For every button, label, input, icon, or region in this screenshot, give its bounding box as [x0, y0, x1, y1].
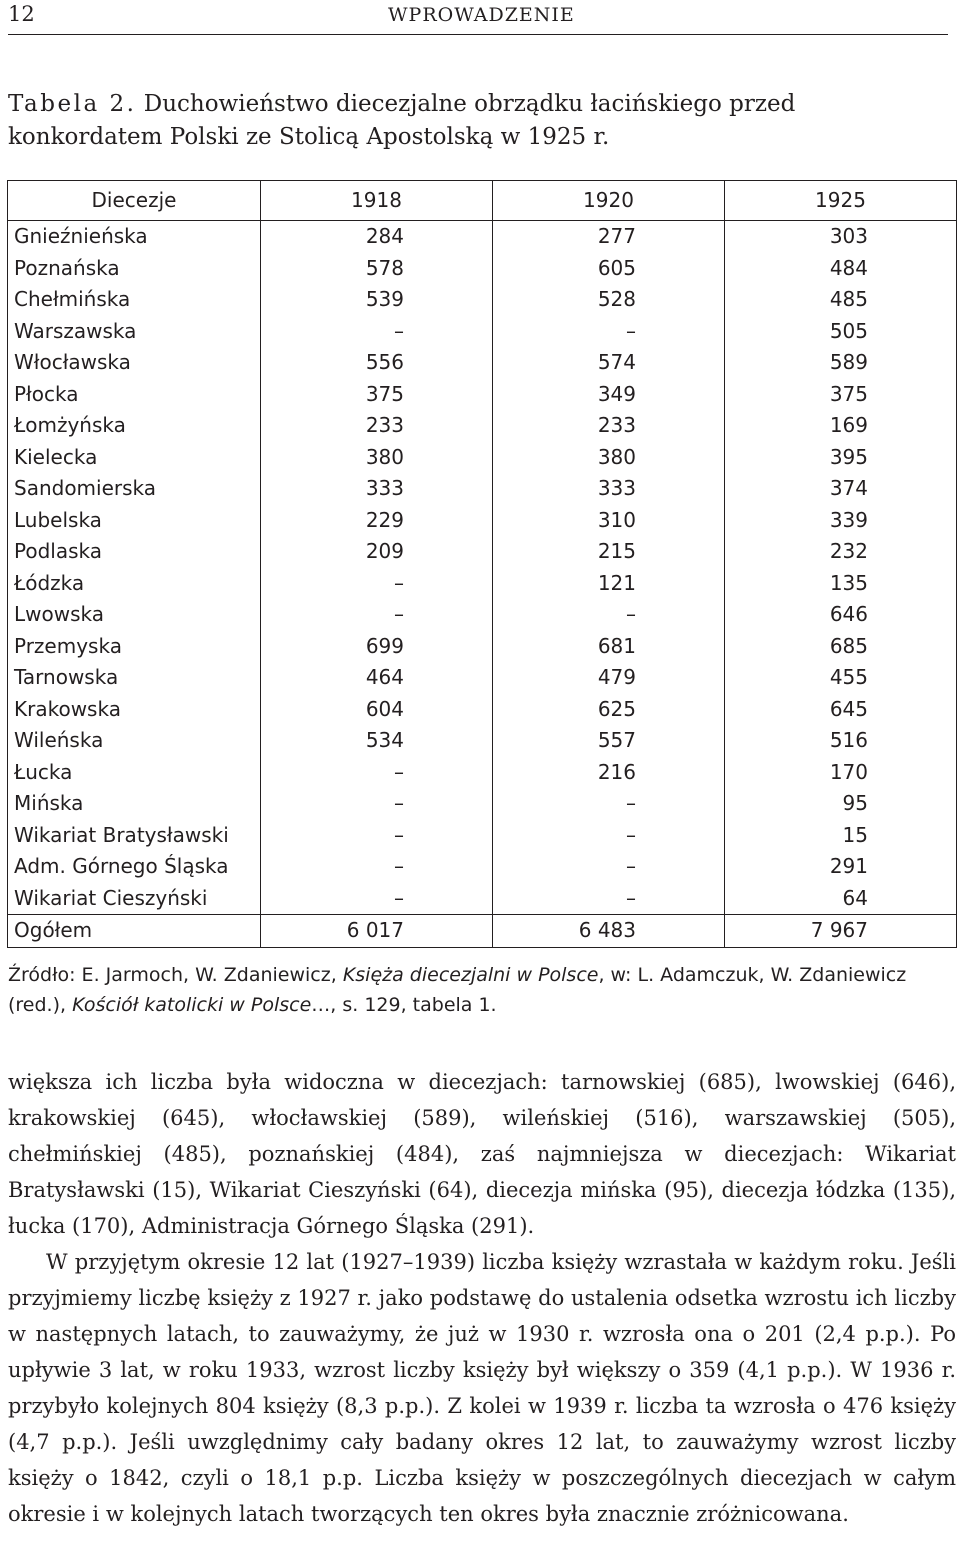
diocese-name: Łucka	[8, 757, 261, 789]
value-1918: –	[261, 788, 493, 820]
total-1920: 6 483	[493, 915, 725, 948]
table-row	[8, 410, 957, 442]
source-mid: , w: L. Adamczuk, W. Zdaniewicz (red.),	[8, 964, 907, 1016]
value-1925: 169	[725, 410, 957, 442]
table-row	[8, 253, 957, 285]
total-1918: 6 017	[261, 915, 493, 948]
source-prefix: Źródło: E. Jarmoch, W. Zdaniewicz,	[8, 964, 343, 986]
diocese-name: Tarnowska	[8, 662, 261, 694]
value-1920: 216	[493, 757, 725, 789]
value-1920: 215	[493, 536, 725, 568]
value-1925: 232	[725, 536, 957, 568]
table-row	[8, 347, 957, 379]
value-1920: 479	[493, 662, 725, 694]
value-1918: 209	[261, 536, 493, 568]
diocese-name: Włocławska	[8, 347, 261, 379]
value-1918: –	[261, 599, 493, 631]
value-1920: 349	[493, 379, 725, 411]
value-1918: –	[261, 568, 493, 600]
value-1925: 375	[725, 379, 957, 411]
value-1918: –	[261, 851, 493, 883]
body-paragraph-2: W przyjętym okresie 12 lat (1927–1939) liczba księży wzrastała w każdym roku. Jeśli przyjmiemy liczbę księży z 1927 r. jako podstawę do ustalenia odsetka wzrostu ich liczby w następnych latach, to zauważymy, że już w 1930 r. wzrosła ona o 201 (2,4 p.p.). Po upływie 3 lat, w roku 1933, wzrost liczby księży był większy o 359 (4,1 p.p.). W 1936 r. przybyło kolejnych 804 księży (8,3 p.p.). Z kolei w 1939 r. liczba ta wzrosła o 476 księży (4,7 p.p.). Jeśli uwzględnimy cały badany okres 12 lat, to zauważymy wzrost liczby księży o 1842, czyli o 18,1 p.p. Liczba księży w poszczególnych diecezjach w całym okresie i w kolejnych latach tworzących ten okres była znacznie zróżnicowana.	[8, 1250, 956, 1526]
diocese-name: Chełmińska	[8, 284, 261, 316]
table-source-note	[8, 960, 956, 1020]
body-text	[8, 1064, 956, 1532]
source-suffix: …, s. 129, tabela 1.	[311, 994, 497, 1016]
value-1925: 505	[725, 316, 957, 348]
diocese-name: Podlaska	[8, 536, 261, 568]
page-number: 12	[8, 2, 35, 26]
table-label: Tabela 2.	[8, 91, 137, 117]
value-1918: 284	[261, 221, 493, 253]
value-1920: 233	[493, 410, 725, 442]
value-1925: 516	[725, 725, 957, 757]
value-1920: 625	[493, 694, 725, 726]
value-1925: 374	[725, 473, 957, 505]
value-1925: 303	[725, 221, 957, 253]
diocese-name: Krakowska	[8, 694, 261, 726]
table-row	[8, 379, 957, 411]
table-row	[8, 820, 957, 852]
value-1925: 395	[725, 442, 957, 474]
table-row	[8, 221, 957, 253]
value-1918: –	[261, 316, 493, 348]
value-1918: –	[261, 883, 493, 915]
value-1920: 528	[493, 284, 725, 316]
diocese-name: Gnieźnieńska	[8, 221, 261, 253]
column-header-1918: 1918	[261, 181, 493, 221]
table-row	[8, 316, 957, 348]
value-1918: 229	[261, 505, 493, 537]
value-1918: 464	[261, 662, 493, 694]
diocese-name: Sandomierska	[8, 473, 261, 505]
value-1920: 574	[493, 347, 725, 379]
section-title: WPROWADZENIE	[388, 4, 575, 26]
table-header-row	[8, 181, 957, 221]
value-1925: 484	[725, 253, 957, 285]
table-row	[8, 599, 957, 631]
diocese-name: Mińska	[8, 788, 261, 820]
value-1920: –	[493, 851, 725, 883]
total-1925: 7 967	[725, 915, 957, 948]
table-row	[8, 568, 957, 600]
table-title: Duchowieństwo diecezjalne obrządku łacińskiego przed konkordatem Polski ze Stolicą Apostolską w 1925 r.	[8, 91, 796, 150]
value-1925: 685	[725, 631, 957, 663]
column-header-1925: 1925	[725, 181, 957, 221]
value-1920: 121	[493, 568, 725, 600]
value-1920: –	[493, 820, 725, 852]
diocese-name: Łódzka	[8, 568, 261, 600]
value-1918: 333	[261, 473, 493, 505]
table-caption	[8, 88, 956, 154]
table-row	[8, 662, 957, 694]
table-row	[8, 757, 957, 789]
body-paragraph-1: większa ich liczba była widoczna w diecezjach: tarnowskiej (685), lwowskiej (646), krakowskiej (645), włocławskiej (589), wileńskiej (516), warszawskiej (505), chełmińskiej (485), poznańskiej (484), zaś najmniejsza w diecezjach: Wikariat Bratysławski (15), Wikariat Cieszyński (64), diecezja mińska (95), diecezja łódzka (135), łucka (170), Administracja Górnego Śląska (291).	[8, 1070, 956, 1238]
value-1918: 534	[261, 725, 493, 757]
table-row	[8, 725, 957, 757]
source-work-title-2: Kościół katolicki w Polsce	[72, 994, 312, 1016]
diocese-name: Poznańska	[8, 253, 261, 285]
value-1920: –	[493, 788, 725, 820]
value-1925: 646	[725, 599, 957, 631]
diocese-name: Adm. Górnego Śląska	[8, 851, 261, 883]
value-1920: –	[493, 599, 725, 631]
value-1925: 589	[725, 347, 957, 379]
value-1918: 556	[261, 347, 493, 379]
value-1918: 578	[261, 253, 493, 285]
diocese-name: Wikariat Cieszyński	[8, 883, 261, 915]
value-1925: 64	[725, 883, 957, 915]
value-1925: 170	[725, 757, 957, 789]
column-header-1920: 1920	[493, 181, 725, 221]
table-row	[8, 284, 957, 316]
value-1918: –	[261, 820, 493, 852]
value-1920: 681	[493, 631, 725, 663]
table-row	[8, 505, 957, 537]
value-1918: 375	[261, 379, 493, 411]
clergy-table	[7, 180, 957, 948]
value-1925: 485	[725, 284, 957, 316]
value-1920: 277	[493, 221, 725, 253]
value-1925: 291	[725, 851, 957, 883]
source-work-title-1: Księża diecezjalni w Polsce	[342, 964, 599, 986]
clergy-table-container	[7, 180, 957, 948]
table-body	[8, 221, 957, 915]
diocese-name: Płocka	[8, 379, 261, 411]
value-1920: –	[493, 883, 725, 915]
value-1925: 645	[725, 694, 957, 726]
value-1918: 699	[261, 631, 493, 663]
value-1920: 605	[493, 253, 725, 285]
table-row	[8, 473, 957, 505]
running-head	[8, 0, 948, 35]
value-1925: 95	[725, 788, 957, 820]
table-row	[8, 851, 957, 883]
value-1920: 333	[493, 473, 725, 505]
diocese-name: Przemyska	[8, 631, 261, 663]
table-row	[8, 694, 957, 726]
value-1920: 380	[493, 442, 725, 474]
diocese-name: Łomżyńska	[8, 410, 261, 442]
table-row	[8, 631, 957, 663]
value-1925: 455	[725, 662, 957, 694]
value-1920: 557	[493, 725, 725, 757]
diocese-name: Wileńska	[8, 725, 261, 757]
value-1918: 539	[261, 284, 493, 316]
diocese-name: Kielecka	[8, 442, 261, 474]
value-1918: 604	[261, 694, 493, 726]
value-1920: –	[493, 316, 725, 348]
value-1925: 339	[725, 505, 957, 537]
table-row	[8, 788, 957, 820]
table-row	[8, 883, 957, 915]
value-1920: 310	[493, 505, 725, 537]
table-row	[8, 442, 957, 474]
value-1925: 135	[725, 568, 957, 600]
column-header-diecezje: Diecezje	[8, 181, 261, 221]
diocese-name: Lwowska	[8, 599, 261, 631]
total-label: Ogółem	[8, 915, 261, 948]
table-row	[8, 536, 957, 568]
value-1918: 233	[261, 410, 493, 442]
diocese-name: Wikariat Bratysławski	[8, 820, 261, 852]
value-1925: 15	[725, 820, 957, 852]
diocese-name: Warszawska	[8, 316, 261, 348]
table-total-row	[8, 915, 957, 948]
value-1918: –	[261, 757, 493, 789]
value-1918: 380	[261, 442, 493, 474]
diocese-name: Lubelska	[8, 505, 261, 537]
